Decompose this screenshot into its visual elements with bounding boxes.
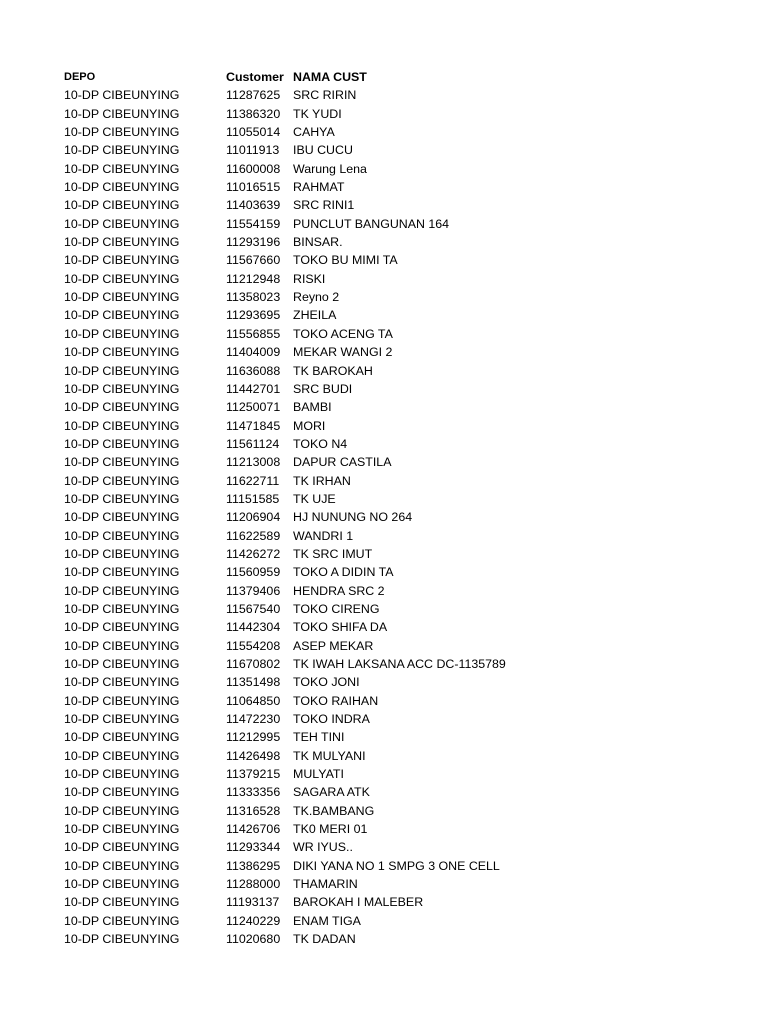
depo-cell: 10-DP CIBEUNYING	[64, 106, 180, 121]
customer-id-cell: 11561124	[226, 436, 280, 451]
table-row	[64, 893, 744, 911]
customer-name-cell: SRC BUDI	[293, 381, 353, 396]
customer-table	[64, 68, 744, 949]
customer-name-cell: WANDRI 1	[293, 528, 354, 543]
customer-name-cell: BAROKAH I MALEBER	[293, 895, 424, 910]
depo-cell: 10-DP CIBEUNYING	[64, 767, 180, 782]
customer-name-cell: PUNCLUT BANGUNAN 164	[293, 216, 450, 231]
customer-name-cell: TK UJE	[293, 491, 336, 506]
table-row	[64, 783, 744, 801]
customer-id-cell: 11567660	[226, 253, 281, 268]
customer-name-cell: Warung Lena	[293, 161, 367, 176]
table-row	[64, 288, 744, 306]
table-row	[64, 141, 744, 159]
customer-id-cell: 11471845	[226, 418, 281, 433]
table-row	[64, 251, 744, 269]
header-nama-cust: NAMA CUST	[293, 70, 367, 84]
table-row	[64, 435, 744, 453]
table-row	[64, 912, 744, 930]
depo-cell: 10-DP CIBEUNYING	[64, 785, 180, 800]
table-row	[64, 343, 744, 361]
depo-cell: 10-DP CIBEUNYING	[64, 693, 180, 708]
depo-cell: 10-DP CIBEUNYING	[64, 491, 180, 506]
customer-id-cell: 11404009	[226, 345, 281, 360]
customer-id-cell: 11386295	[226, 858, 281, 873]
table-row	[64, 453, 744, 471]
table-row	[64, 930, 744, 948]
customer-name-cell: HENDRA SRC 2	[293, 583, 385, 598]
depo-cell: 10-DP CIBEUNYING	[64, 840, 180, 855]
customer-name-cell: TEH TINI	[293, 730, 345, 745]
table-row	[64, 325, 744, 343]
customer-name-cell: TOKO RAIHAN	[293, 693, 379, 708]
customer-name-cell: ENAM TIGA	[293, 913, 361, 928]
customer-id-cell: 11379406	[226, 583, 281, 598]
depo-cell: 10-DP CIBEUNYING	[64, 546, 180, 561]
depo-cell: 10-DP CIBEUNYING	[64, 363, 180, 378]
depo-cell: 10-DP CIBEUNYING	[64, 675, 180, 690]
table-row	[64, 820, 744, 838]
header-customer: Customer	[226, 70, 284, 84]
table-row	[64, 765, 744, 783]
depo-cell: 10-DP CIBEUNYING	[64, 620, 180, 635]
customer-id-cell: 11206904	[226, 510, 281, 525]
table-row	[64, 196, 744, 214]
customer-name-cell: SRC RIRIN	[293, 88, 357, 103]
customer-name-cell: MEKAR WANGI 2	[293, 345, 393, 360]
customer-id-cell: 11442304	[226, 620, 281, 635]
depo-cell: 10-DP CIBEUNYING	[64, 528, 180, 543]
depo-cell: 10-DP CIBEUNYING	[64, 271, 180, 286]
customer-id-cell: 11567540	[226, 601, 281, 616]
customer-name-cell: TK BAROKAH	[293, 363, 373, 378]
customer-id-cell: 11622589	[226, 528, 281, 543]
customer-id-cell: 11213008	[226, 455, 281, 470]
customer-name-cell: CAHYA	[293, 125, 335, 140]
depo-cell: 10-DP CIBEUNYING	[64, 455, 180, 470]
table-row	[64, 673, 744, 691]
customer-name-cell: TK.BAMBANG	[293, 803, 375, 818]
customer-id-cell: 11351498	[226, 675, 281, 690]
table-row	[64, 380, 744, 398]
table-row	[64, 508, 744, 526]
customer-id-cell: 11600008	[226, 161, 281, 176]
depo-cell: 10-DP CIBEUNYING	[64, 510, 180, 525]
depo-cell: 10-DP CIBEUNYING	[64, 400, 180, 415]
depo-cell: 10-DP CIBEUNYING	[64, 748, 180, 763]
table-row	[64, 215, 744, 233]
customer-id-cell: 11472230	[226, 712, 281, 727]
customer-id-cell: 11622711	[226, 473, 280, 488]
table-row	[64, 306, 744, 324]
customer-name-cell: Reyno 2	[293, 290, 340, 305]
customer-id-cell: 11288000	[226, 877, 281, 892]
customer-name-cell: TOKO CIRENG	[293, 601, 380, 616]
customer-name-cell: MULYATI	[293, 767, 344, 782]
depo-cell: 10-DP CIBEUNYING	[64, 161, 180, 176]
customer-id-cell: 11556855	[226, 326, 281, 341]
depo-cell: 10-DP CIBEUNYING	[64, 88, 180, 103]
depo-cell: 10-DP CIBEUNYING	[64, 822, 180, 837]
customer-id-cell: 11442701	[226, 381, 281, 396]
depo-cell: 10-DP CIBEUNYING	[64, 730, 180, 745]
depo-cell: 10-DP CIBEUNYING	[64, 345, 180, 360]
table-row	[64, 545, 744, 563]
customer-id-cell: 11426272	[226, 546, 281, 561]
depo-cell: 10-DP CIBEUNYING	[64, 895, 180, 910]
customer-name-cell: TOKO INDRA	[293, 712, 370, 727]
depo-cell: 10-DP CIBEUNYING	[64, 712, 180, 727]
customer-name-cell: TK MULYANI	[293, 748, 366, 763]
customer-id-cell: 11316528	[226, 803, 281, 818]
table-row	[64, 857, 744, 875]
customer-id-cell: 11020680	[226, 932, 281, 947]
table-row	[64, 582, 744, 600]
table-row	[64, 490, 744, 508]
depo-cell: 10-DP CIBEUNYING	[64, 638, 180, 653]
customer-id-cell: 11055014	[226, 125, 281, 140]
table-row	[64, 527, 744, 545]
depo-cell: 10-DP CIBEUNYING	[64, 601, 180, 616]
table-row	[64, 270, 744, 288]
customer-id-cell: 11358023	[226, 290, 281, 305]
depo-cell: 10-DP CIBEUNYING	[64, 180, 180, 195]
table-row	[64, 105, 744, 123]
customer-name-cell: BAMBI	[293, 400, 332, 415]
customer-id-cell: 11212995	[226, 730, 281, 745]
customer-name-cell: TOKO JONI	[293, 675, 360, 690]
depo-cell: 10-DP CIBEUNYING	[64, 913, 180, 928]
table-row	[64, 398, 744, 416]
customer-name-cell: TK0 MERI 01	[293, 822, 368, 837]
depo-cell: 10-DP CIBEUNYING	[64, 473, 180, 488]
table-row	[64, 655, 744, 673]
depo-cell: 10-DP CIBEUNYING	[64, 877, 180, 892]
table-row	[64, 86, 744, 104]
customer-id-cell: 11426706	[226, 822, 281, 837]
depo-cell: 10-DP CIBEUNYING	[64, 565, 180, 580]
table-row	[64, 472, 744, 490]
depo-cell: 10-DP CIBEUNYING	[64, 143, 180, 158]
customer-name-cell: RAHMAT	[293, 180, 345, 195]
table-row	[64, 802, 744, 820]
customer-name-cell: THAMARIN	[293, 877, 358, 892]
depo-cell: 10-DP CIBEUNYING	[64, 381, 180, 396]
customer-id-cell: 11016515	[226, 180, 281, 195]
customer-id-cell: 11293196	[226, 235, 281, 250]
table-body	[64, 86, 744, 948]
customer-name-cell: TOKO N4	[293, 436, 348, 451]
customer-id-cell: 11426498	[226, 748, 281, 763]
customer-name-cell: ASEP MEKAR	[293, 638, 374, 653]
customer-name-cell: TOKO A DIDIN TA	[293, 565, 394, 580]
table-row	[64, 618, 744, 636]
customer-name-cell: DAPUR CASTILA	[293, 455, 392, 470]
customer-id-cell: 11240229	[226, 913, 281, 928]
depo-cell: 10-DP CIBEUNYING	[64, 436, 180, 451]
customer-name-cell: TK IWAH LAKSANA ACC DC-1135789	[293, 657, 506, 671]
table-row	[64, 747, 744, 765]
customer-name-cell: HJ NUNUNG NO 264	[293, 510, 413, 525]
customer-id-cell: 11636088	[226, 363, 281, 378]
customer-id-cell: 11403639	[226, 198, 281, 213]
table-row	[64, 600, 744, 618]
customer-name-cell: TOKO BU MIMI TA	[293, 253, 398, 268]
customer-id-cell: 11379215	[226, 767, 281, 782]
header-depo: DEPO	[64, 71, 96, 83]
table-row	[64, 875, 744, 893]
customer-id-cell: 11554208	[226, 638, 281, 653]
table-row	[64, 178, 744, 196]
customer-id-cell: 11011913	[226, 143, 280, 158]
depo-cell: 10-DP CIBEUNYING	[64, 290, 180, 305]
table-row	[64, 637, 744, 655]
customer-id-cell: 11293695	[226, 308, 281, 323]
table-row	[64, 160, 744, 178]
table-row	[64, 563, 744, 581]
depo-cell: 10-DP CIBEUNYING	[64, 326, 180, 341]
customer-name-cell: TK YUDI	[293, 106, 342, 121]
table-row	[64, 123, 744, 141]
customer-name-cell: SAGARA ATK	[293, 785, 370, 800]
table-header-row	[64, 68, 744, 86]
customer-id-cell: 11670802	[226, 657, 281, 671]
depo-cell: 10-DP CIBEUNYING	[64, 235, 180, 250]
customer-id-cell: 11287625	[226, 88, 281, 103]
customer-name-cell: TOKO ACENG TA	[293, 326, 393, 341]
table-row	[64, 728, 744, 746]
customer-id-cell: 11151585	[226, 491, 280, 506]
customer-id-cell: 11064850	[226, 693, 281, 708]
customer-name-cell: IBU CUCU	[293, 143, 353, 158]
depo-cell: 10-DP CIBEUNYING	[64, 308, 180, 323]
table-row	[64, 838, 744, 856]
table-row	[64, 233, 744, 251]
customer-id-cell: 11386320	[226, 106, 281, 121]
customer-name-cell: RISKI	[293, 271, 326, 286]
customer-id-cell: 11560959	[226, 565, 281, 580]
depo-cell: 10-DP CIBEUNYING	[64, 198, 180, 213]
table-row	[64, 692, 744, 710]
depo-cell: 10-DP CIBEUNYING	[64, 253, 180, 268]
customer-name-cell: WR IYUS..	[293, 840, 353, 855]
customer-id-cell: 11212948	[226, 271, 281, 286]
customer-id-cell: 11293344	[226, 840, 281, 855]
customer-name-cell: ZHEILA	[293, 308, 337, 323]
depo-cell: 10-DP CIBEUNYING	[64, 216, 180, 231]
table-row	[64, 417, 744, 435]
table-row	[64, 362, 744, 380]
customer-id-cell: 11250071	[226, 400, 281, 415]
customer-name-cell: TK SRC IMUT	[293, 546, 373, 561]
customer-id-cell: 11333356	[226, 785, 281, 800]
table-row	[64, 710, 744, 728]
depo-cell: 10-DP CIBEUNYING	[64, 657, 180, 671]
depo-cell: 10-DP CIBEUNYING	[64, 858, 180, 873]
customer-name-cell: BINSAR.	[293, 235, 343, 250]
depo-cell: 10-DP CIBEUNYING	[64, 803, 180, 818]
depo-cell: 10-DP CIBEUNYING	[64, 932, 180, 947]
customer-name-cell: MORI	[293, 418, 326, 433]
customer-name-cell: TOKO SHIFA DA	[293, 620, 388, 635]
customer-name-cell: TK DADAN	[293, 932, 356, 947]
customer-name-cell: SRC RINI1	[293, 198, 355, 213]
depo-cell: 10-DP CIBEUNYING	[64, 583, 180, 598]
customer-name-cell: DIKI YANA NO 1 SMPG 3 ONE CELL	[293, 858, 500, 873]
depo-cell: 10-DP CIBEUNYING	[64, 418, 180, 433]
depo-cell: 10-DP CIBEUNYING	[64, 125, 180, 140]
customer-name-cell: TK IRHAN	[293, 473, 351, 488]
customer-id-cell: 11554159	[226, 216, 281, 231]
customer-id-cell: 11193137	[226, 895, 280, 910]
